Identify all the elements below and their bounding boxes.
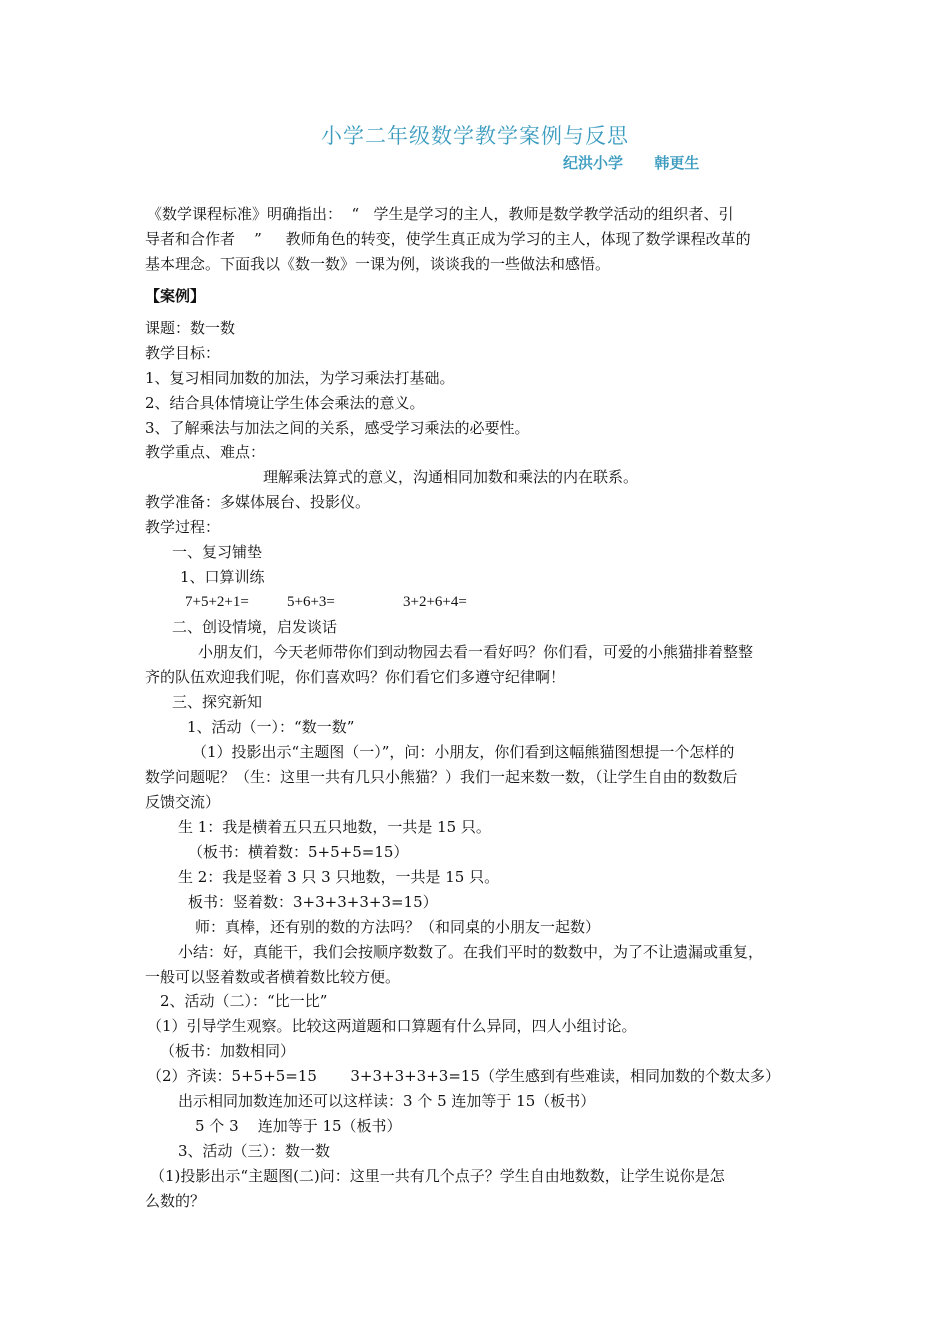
summary-line: 一般可以竖着数或者横着数比较方便。 [145, 968, 401, 986]
activity-heading: 3、活动（三）：数一数 [178, 1142, 331, 1160]
intro-line: 《数学课程标准》明确指出： “ 学生是学习的主人，教师是数学教学活动的组织者、引 [147, 205, 734, 223]
case-heading: 【案例】 [145, 287, 206, 305]
paragraph-line: （2）齐读：5+5+5=15 3+3+3+3+3=15（学生感到有些难读，相同加数的个数太多） [147, 1067, 780, 1085]
board-note: 板书：竖着数：3+3+3+3+3=15） [188, 893, 438, 911]
intro-line: 导者和合作者 ” 教师角色的转变，使学生真正成为学习的主人，体现了数学课程改革的 [145, 230, 751, 248]
section-heading: 三、探究新知 [172, 693, 263, 711]
board-note: （板书：横着数：5+5+5=15） [188, 843, 409, 861]
board-note: （板书：加数相同） [160, 1042, 296, 1060]
document-title: 小学二年级数学教学案例与反思 [321, 124, 629, 148]
calc-item: 7+5+2+1= [185, 594, 249, 610]
paragraph-line: （1）引导学生观察。比较这两道题和口算题有什么异同，四人小组讨论。 [147, 1017, 637, 1035]
calc-item: 5+6+3= [287, 594, 335, 610]
intro-line: 基本理念。下面我以《数一数》一课为例，谈谈我的一些做法和感悟。 [145, 255, 611, 273]
paragraph-line: （1)投影出示“主题图(二)问：这里一共有几个点子？学生自由地数数，让学生说你是怎 [150, 1167, 725, 1185]
goal-item: 1、复习相同加数的加法，为学习乘法打基础。 [145, 369, 455, 387]
goal-item: 3、了解乘法与加法之间的关系，感受学习乘法的必要性。 [145, 419, 530, 437]
process-label: 教学过程： [145, 518, 221, 536]
paragraph-line: 么数的？ [145, 1192, 206, 1210]
key-points-text: 理解乘法算式的意义，沟通相同加数和乘法的内在联系。 [263, 468, 639, 486]
teacher-remark: 师：真棒，还有别的数的方法吗？（和同桌的小朋友一起数） [195, 918, 601, 936]
paragraph-line: 反馈交流） [145, 793, 221, 811]
paragraph-line: 齐的队伍欢迎我们呢，你们喜欢吗？你们看它们多遵守纪律啊！ [145, 668, 566, 686]
paragraph-line: 5 个 3 连加等于 15（板书） [195, 1117, 402, 1135]
activity-heading: 2、活动（二）：“比一比” [160, 992, 328, 1010]
paragraph-line: 数学问题呢？（生：这里一共有几只小熊猫？）我们一起来数一数，（让学生自由的数数后 [145, 768, 738, 786]
summary-line: 小结：好，真能干，我们会按顺序数数了。在我们平时的数数中，为了不让遗漏或重复， [178, 943, 764, 961]
activity-heading: 1、活动（一）：“数一数” [187, 718, 355, 736]
section-heading: 二、创设情境，启发谈话 [172, 618, 338, 636]
subsection-heading: 1、口算训练 [180, 568, 265, 586]
lesson-prep: 教学准备：多媒体展台、投影仪。 [145, 493, 371, 511]
paragraph-line: 小朋友们，今天老师带你们到动物园去看一看好吗？你们看，可爱的小熊猫排着整整 [198, 643, 754, 661]
student-answer: 生 1：我是横着五只五只地数，一共是 15 只。 [178, 818, 491, 836]
paragraph-line: 出示相同加数连加还可以这样读：3 个 5 连加等于 15（板书） [178, 1092, 596, 1110]
student-answer: 生 2：我是竖着 3 只 3 只地数，一共是 15 只。 [178, 868, 500, 886]
author-byline: 纪洪小学 韩更生 [563, 154, 700, 172]
goal-item: 2、结合具体情境让学生体会乘法的意义。 [145, 394, 425, 412]
goals-label: 教学目标： [145, 344, 221, 362]
section-heading: 一、复习铺垫 [172, 543, 263, 561]
lesson-topic: 课题：数一数 [145, 319, 236, 337]
calc-item: 3+2+6+4= [403, 594, 467, 610]
paragraph-line: （1）投影出示“主题图（一）”，问：小朋友，你们看到这幅熊猫图想提一个怎样的 [192, 743, 735, 761]
key-points-label: 教学重点、难点： [145, 443, 266, 461]
